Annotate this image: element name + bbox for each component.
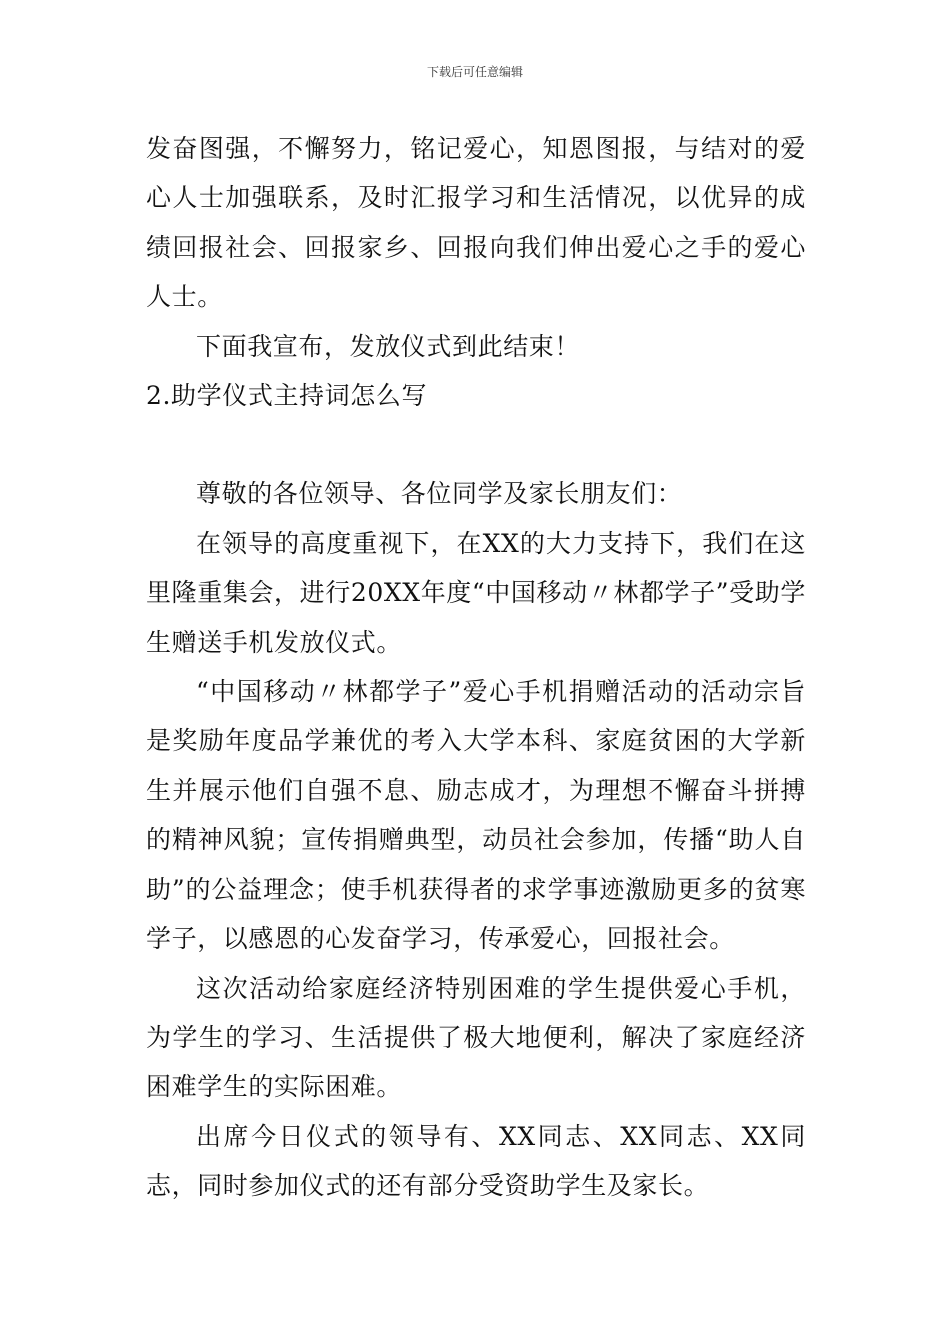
paragraph-opening: 在领导的高度重视下，在XX的大力支持下，我们在这里隆重集会，进行20XX年度“中国移动〃林都学子”受助学生赠送手机发放仪式。 — [146, 528, 806, 657]
paragraph-continuation: 发奋图强，不懈努力，铭记爱心，知恩图报，与结对的爱心人士加强联系，及时汇报学习和生活情况，以优异的成绩回报社会、回报家乡、回报向我们伸出爱心之手的爱心人士。 — [146, 134, 806, 312]
paragraph-activity-benefit: 这次活动给家庭经济特别困难的学生提供爱心手机，为学生的学习、生活提供了极大地便利，解决了家庭经济困难学生的实际困难。 — [146, 973, 806, 1102]
paragraph-salutation: 尊敬的各位领导、各位同学及家长朋友们： — [196, 479, 683, 509]
paragraph-closing-announcement: 下面我宣布，发放仪式到此结束！ — [196, 331, 581, 361]
paragraph-activity-purpose: “中国移动〃林都学子”爱心手机捐赠活动的活动宗旨是奖励年度品学兼优的考入大学本科、家庭贫困的大学新生并展示他们自强不息、励志成才，为理想不懈奋斗拼搏的精神风貌；宣传捐赠典型，动员社会参加，传播“助人自助”的公益理念；使手机获得者的求学事迹激励更多的贫寒学子，以感恩的心发奋学习，传承爱心，回报社会。 — [146, 677, 806, 954]
section-heading: 2.助学仪式主持词怎么写 — [146, 381, 428, 411]
blank-line — [146, 420, 806, 469]
document-body — [146, 124, 806, 1211]
page-header: 下载后可任意编辑 — [426, 65, 523, 79]
paragraph-attendees: 出席今日仪式的领导有、XX同志、XX同志、XX同志，同时参加仪式的还有部分受资助学生及家长。 — [146, 1121, 806, 1201]
